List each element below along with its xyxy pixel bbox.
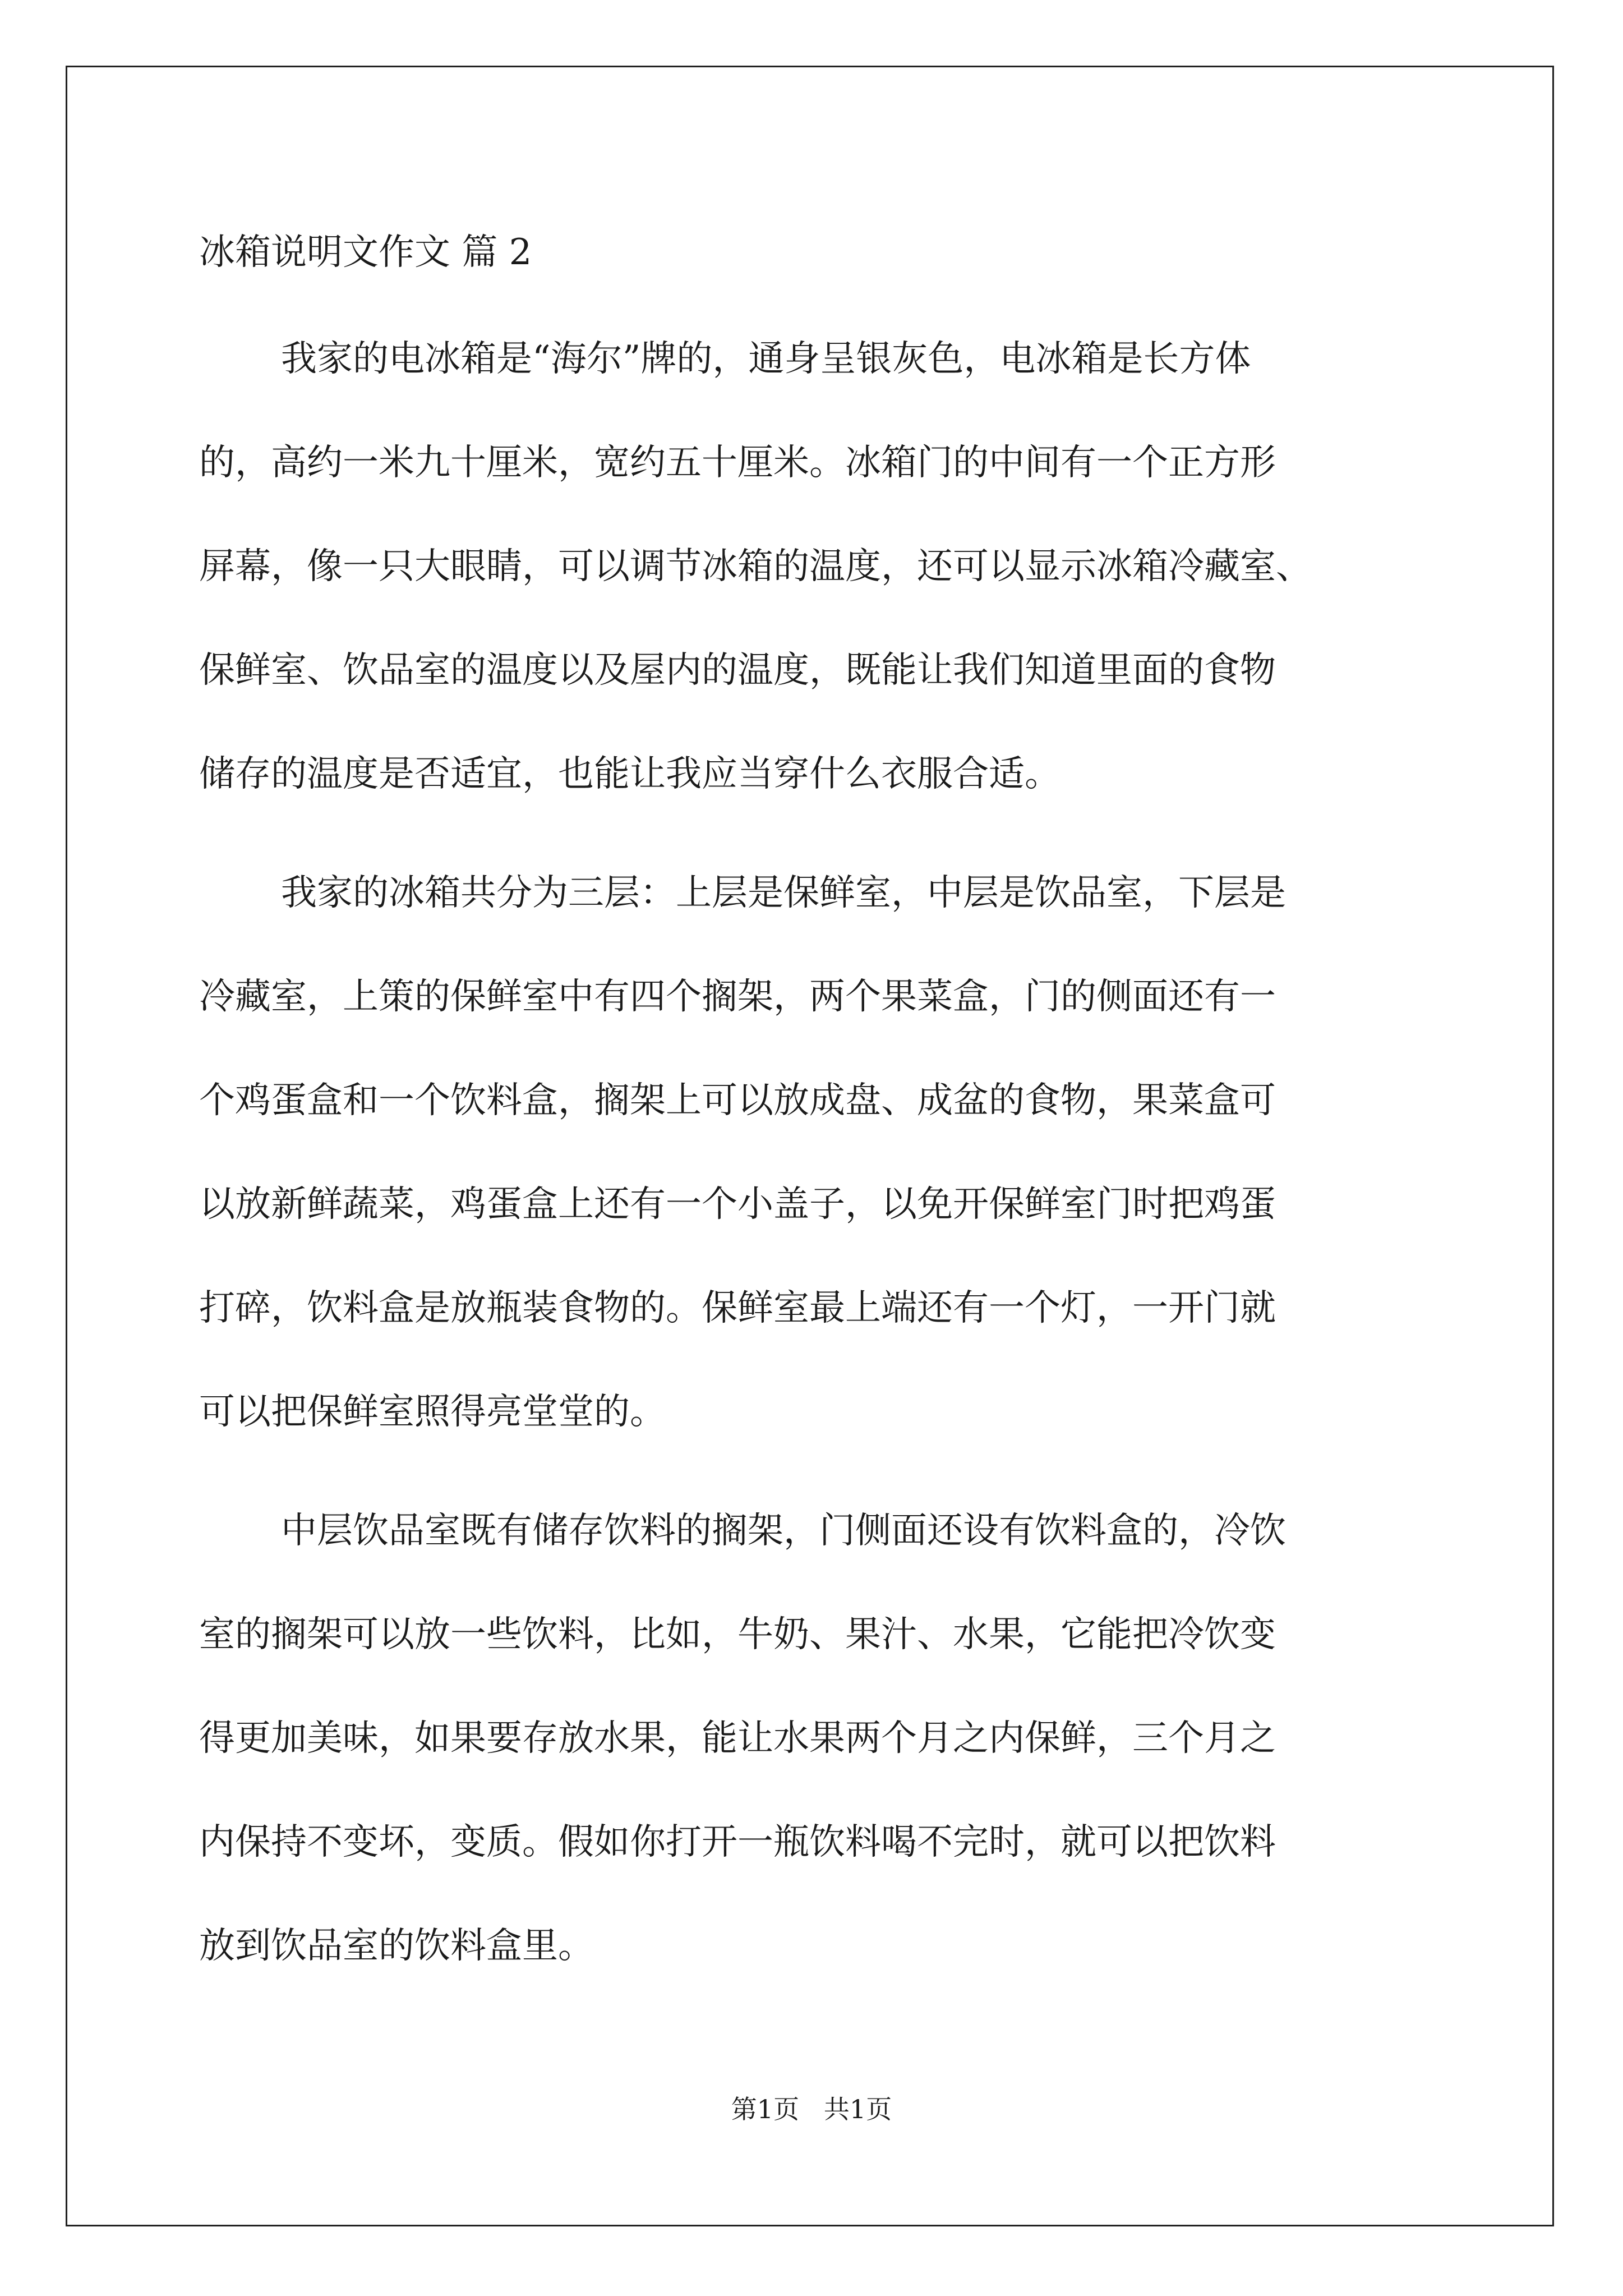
page-number-footer: 第1页 共1页 (731, 2094, 892, 2124)
paragraph-line: 冷藏室，上策的保鲜室中有四个搁架，两个果菜盒，门的侧面还有一 (199, 976, 1276, 1018)
document-title: 冰箱说明文作文 篇 2 (199, 232, 532, 273)
paragraph-line: 中层饮品室既有储存饮料的搁架，门侧面还设有饮料盒的，冷饮 (281, 1510, 1286, 1552)
paragraph-line: 保鲜室、饮品室的温度以及屋内的温度，既能让我们知道里面的食物 (199, 650, 1276, 691)
paragraph-line: 可以把保鲜室照得亮堂堂的。 (199, 1391, 666, 1433)
paragraph-line: 屏幕，像一只大眼睛，可以调节冰箱的温度，还可以显示冰箱冷藏室、 (199, 546, 1312, 587)
paragraph-line: 放到饮品室的饮料盒里。 (199, 1925, 594, 1967)
paragraph-3 (199, 1479, 1433, 1998)
paragraph-line: 储存的温度是否适宜，也能让我应当穿什么衣服合适。 (199, 753, 1061, 795)
paragraph-line: 的，高约一米九十厘米，宽约五十厘米。冰箱门的中间有一个正方形 (199, 442, 1276, 484)
paragraph-line: 室的搁架可以放一些饮料，比如，牛奶、果汁、水果，它能把冷饮变 (199, 1614, 1276, 1655)
paragraph-line: 得更加美味，如果要存放水果，能让水果两个月之内保鲜，三个月之 (199, 1718, 1276, 1759)
paragraph-line: 个鸡蛋盒和一个饮料盒，搁架上可以放成盘、成盆的食物，果菜盒可 (199, 1080, 1276, 1121)
paragraph-line: 内保持不变坏，变质。假如你打开一瓶饮料喝不完时，就可以把饮料 (199, 1821, 1276, 1863)
paragraph-1 (199, 307, 1433, 826)
paragraph-line: 我家的电冰箱是“海尔”牌的，通身呈银灰色，电冰箱是长方体 (281, 338, 1251, 380)
paragraph-line: 打碎，饮料盒是放瓶装食物的。保鲜室最上端还有一个灯，一开门就 (199, 1287, 1276, 1329)
paragraph-2 (199, 841, 1433, 1464)
paragraph-line: 我家的冰箱共分为三层：上层是保鲜室，中层是饮品室，下层是 (281, 872, 1286, 914)
paragraph-line: 以放新鲜蔬菜，鸡蛋盒上还有一个小盖子，以免开保鲜室门时把鸡蛋 (199, 1184, 1276, 1225)
